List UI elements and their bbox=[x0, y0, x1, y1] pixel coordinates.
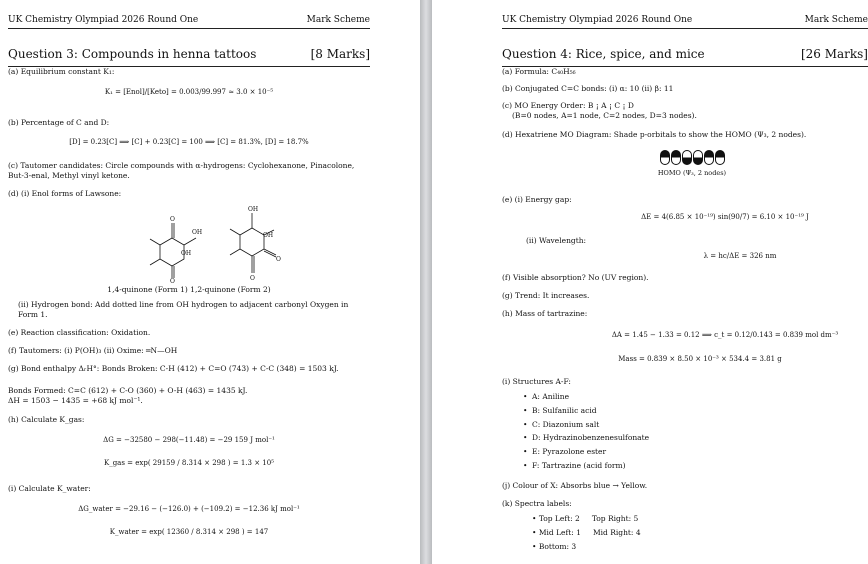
part-e-equation-2: λ = hc/ΔE = 326 nm bbox=[703, 252, 777, 260]
part-h-equation-2: K_gas = exp( 29159 / 8.314 × 298 ) = 1.3 × 10⁵ bbox=[103, 459, 275, 467]
svg-text:OH: OH bbox=[181, 250, 192, 257]
part-a: (a) Formula: C₄₀H₅₆ bbox=[502, 67, 576, 76]
header-title: UK Chemistry Olympiad 2026 Round One bbox=[502, 15, 693, 25]
hexatriene-mo-diagram bbox=[652, 150, 732, 169]
list-item: • Bottom: 3 bbox=[532, 541, 577, 551]
list-item: • D: Hydrazinobenzenesulfonate bbox=[532, 431, 649, 445]
spectra-list bbox=[532, 512, 641, 553]
svg-text:OH: OH bbox=[192, 229, 203, 236]
part-h-equation-1: ΔG = −32580 − 298(−11.48) = −29 159 J mol⁻¹ bbox=[103, 436, 275, 444]
question-heading: Question 3: Compounds in henna tattoos bbox=[8, 47, 257, 61]
svg-text:OH: OH bbox=[248, 206, 259, 213]
list-item: Mid Right: 4 bbox=[592, 527, 641, 537]
lawsone-structures bbox=[148, 203, 298, 283]
p-orbital-icon bbox=[704, 150, 714, 165]
part-b: (b) Conjugated C=C bonds: (i) α: 10 (ii) β: 11 bbox=[502, 84, 674, 93]
svg-text:O: O bbox=[250, 275, 255, 282]
part-d: (d) (i) Enol forms of Lawsone: bbox=[8, 189, 122, 198]
part-i-equation-1: ΔG_water = −29.16 − (−126.0) + (−109.2) = −12.36 kJ mol⁻¹ bbox=[78, 505, 300, 513]
part-h-equation-1: ΔA = 1.45 − 1.33 = 0.12 ⟹ c_t = 0.12/0.143 = 0.839 mol dm⁻³ bbox=[611, 331, 839, 339]
svg-text:O: O bbox=[276, 256, 281, 263]
list-item: • Top Left: 2 bbox=[532, 514, 580, 523]
part-g-bonds-formed: Bonds Formed: C=C (612) + C-O (360) + O-H (463) = 1435 kJ. bbox=[8, 386, 248, 395]
part-i: (i) Calculate K_water: bbox=[8, 484, 91, 493]
part-h-equation-2: Mass = 0.839 × 8.50 × 10⁻³ × 534.4 = 3.81 g bbox=[618, 355, 782, 363]
part-k: (k) Spectra labels: bbox=[502, 499, 572, 508]
list-item: • E: Pyrazolone ester bbox=[532, 445, 649, 459]
list-item: • B: Sulfanilic acid bbox=[532, 404, 649, 418]
part-j: (j) Colour of X: Absorbs blue → Yellow. bbox=[502, 481, 648, 490]
part-c-nodes: (B=0 nodes, A=1 node, C=2 nodes, D=3 nodes). bbox=[512, 111, 697, 120]
part-d-caption: 1,4-quinone (Form 1) 1,2-quinone (Form 2) bbox=[107, 285, 271, 294]
part-g-result: ΔH = 1503 − 1435 = +68 kJ mol⁻¹. bbox=[8, 396, 143, 405]
list-item: • A: Aniline bbox=[532, 390, 649, 404]
svg-text:O: O bbox=[170, 278, 175, 283]
part-e-ii: (ii) Wavelength: bbox=[526, 236, 587, 245]
part-d-ii: (ii) Hydrogen bond: Add dotted line from OH hydrogen to adjacent carbonyl Oxygen in Form 1. bbox=[18, 300, 349, 319]
p-orbital-icon bbox=[715, 150, 725, 165]
part-f: (f) Visible absorption? No (UV region). bbox=[502, 273, 649, 282]
part-c: (c) Tautomer candidates: Circle compounds with α-hydrogens: Cyclohexanone, Pinacolone, But-3-enal, Methyl vinyl ketone. bbox=[8, 161, 355, 180]
part-f: (f) Tautomers: (i) P(OH)₃ (ii) Oxime: ═N—OH bbox=[8, 346, 178, 355]
part-a: (a) Equilibrium constant K₁: bbox=[8, 67, 115, 76]
part-i: (i) Structures A-F: bbox=[502, 377, 571, 386]
header-mark-scheme: Mark Scheme bbox=[804, 15, 868, 25]
list-item: • C: Diazonium salt bbox=[532, 418, 649, 432]
part-h: (h) Mass of tartrazine: bbox=[502, 309, 588, 318]
page-gutter bbox=[420, 0, 432, 564]
page-question-4 bbox=[432, 0, 868, 564]
question-marks: [26 Marks] bbox=[800, 47, 868, 61]
part-e: (e) (i) Energy gap: bbox=[502, 195, 572, 204]
list-item: • Mid Left: 1 bbox=[532, 527, 581, 537]
part-h: (h) Calculate K_gas: bbox=[8, 415, 85, 424]
part-b-equation: [D] = 0.23[C] ⟹ [C] + 0.23[C] = 100 ⟹ [C] = 81.3%, [D] = 18.7% bbox=[69, 138, 309, 146]
part-d: (d) Hexatriene MO Diagram: Shade p-orbitals to show the HOMO (Ψ₃, 2 nodes). bbox=[502, 130, 807, 139]
part-g: (g) Trend: It increases. bbox=[502, 291, 590, 300]
part-e-equation-1: ΔE = 4(6.85 × 10⁻¹⁹) sin(90/7) = 6.10 × 10⁻¹⁹ J bbox=[641, 213, 809, 221]
list-item: • F: Tartrazine (acid form) bbox=[532, 459, 649, 473]
part-c: (c) MO Energy Order: B ¡ A ¡ C ¡ D bbox=[502, 101, 634, 110]
svg-text:OH: OH bbox=[263, 232, 274, 239]
part-g: (g) Bond enthalpy ΔᵣH°: Bonds Broken: C-H (412) + C=O (743) + C-C (348) = 1503 kJ. bbox=[8, 364, 339, 373]
part-b: (b) Percentage of C and D: bbox=[8, 118, 110, 127]
structures-list bbox=[502, 390, 649, 473]
question-heading: Question 4: Rice, spice, and mice bbox=[502, 47, 705, 61]
part-e: (e) Reaction classification: Oxidation. bbox=[8, 328, 151, 337]
question-marks: [8 Marks] bbox=[310, 47, 370, 61]
svg-text:O: O bbox=[170, 216, 175, 223]
part-a-equation: K₁ = [Enol]/[Keto] = 0.003/99.997 ≈ 3.0 × 10⁻⁵ bbox=[104, 88, 274, 96]
header-title: UK Chemistry Olympiad 2026 Round One bbox=[8, 15, 199, 25]
header-mark-scheme: Mark Scheme bbox=[306, 15, 370, 25]
p-orbital-icon bbox=[660, 150, 670, 165]
page-question-3 bbox=[0, 0, 420, 564]
p-orbital-icon bbox=[671, 150, 681, 165]
p-orbital-icon bbox=[693, 150, 703, 165]
homo-caption: HOMO (Ψ₃, 2 nodes) bbox=[657, 169, 727, 177]
list-item: Top Right: 5 bbox=[591, 514, 639, 523]
p-orbital-icon bbox=[682, 150, 692, 165]
part-i-equation-2: K_water = exp( 12360 / 8.314 × 298 ) = 147 bbox=[109, 528, 269, 536]
